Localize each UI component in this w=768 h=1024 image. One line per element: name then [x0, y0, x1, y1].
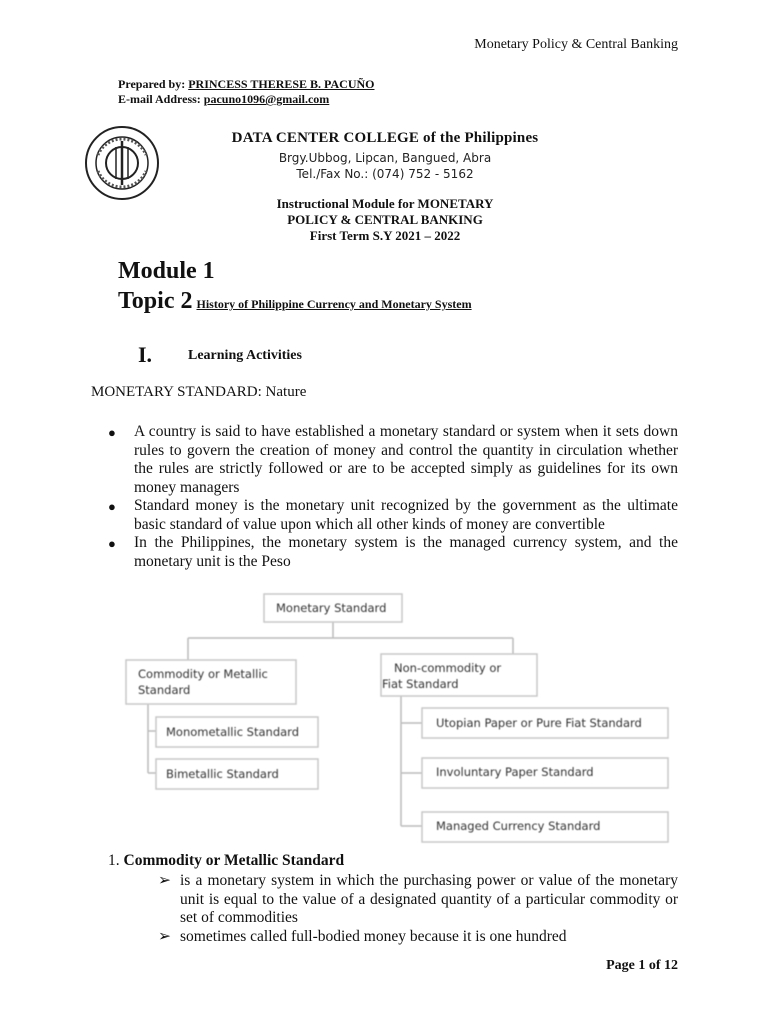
- bullet-icon: ●: [108, 499, 116, 514]
- numbered-number: 1.: [108, 852, 120, 869]
- section-title: Learning Activities: [188, 348, 302, 363]
- arrow-text: sometimes called full-bodied money because it is one hundred: [180, 927, 567, 945]
- diagram-left-branch-line1: Commodity or Metallic: [138, 667, 268, 681]
- bullet-item: [108, 497, 678, 534]
- diagram-left-child: Monometallic Standard: [166, 725, 299, 739]
- arrow-item: [158, 872, 678, 928]
- monetary-standard-diagram: [118, 590, 673, 850]
- diagram-root: Monetary Standard: [276, 601, 387, 615]
- college-seal-icon: [84, 125, 160, 201]
- bullet-icon: ●: [108, 425, 116, 440]
- email-label: E-mail Address:: [118, 92, 201, 106]
- diagram-right-branch-line1: Non-commodity or: [394, 661, 502, 675]
- preparer-email[interactable]: pacuno1096@gmail.com: [203, 92, 330, 106]
- bullet-text: Standard money is the monetary unit recognized by the government as the ultimate basic standard of value upon which all other kinds of money are convertible: [134, 497, 678, 533]
- module-title-line1: Instructional Module for MONETARY: [276, 196, 494, 211]
- module-title-block: [180, 196, 590, 244]
- college-name: DATA CENTER COLLEGE of the Philippines: [231, 130, 539, 146]
- arrow-list: [158, 872, 678, 946]
- college-tel: Tel./Fax No.: (074) 752 - 5162: [296, 167, 474, 181]
- running-header: Monetary Policy & Central Banking: [474, 37, 678, 52]
- college-info: [180, 130, 590, 181]
- topic-title: History of Philippine Currency and Monetary System: [196, 297, 472, 311]
- preparer-block: [118, 77, 374, 107]
- numbered-heading: [108, 852, 678, 871]
- diagram-right-branch-line2: Fiat Standard: [382, 677, 459, 691]
- content-heading-text: MONETARY STANDARD: Nature: [91, 384, 307, 400]
- preparer-name: PRINCESS THERESE B. PACUÑO: [188, 77, 375, 91]
- module-title-line3: First Term S.Y 2021 – 2022: [309, 228, 461, 243]
- bullet-text: A country is said to have established a monetary standard or system when it sets down rules to govern the creation of money and control the quantity in circulation whether the rules are strictly followed or are to be accepted simply as guidelines for its own money managers: [134, 423, 678, 496]
- diagram-right-child: Managed Currency Standard: [436, 819, 601, 833]
- prepared-by-label: Prepared by:: [118, 77, 186, 91]
- bullet-list: [108, 423, 678, 571]
- diagram-right-child: Involuntary Paper Standard: [436, 765, 594, 779]
- college-address: Brgy.Ubbog, Lipcan, Bangued, Abra: [278, 151, 492, 165]
- diagram-right-child: Utopian Paper or Pure Fiat Standard: [436, 716, 642, 730]
- section-number: I.: [138, 342, 153, 367]
- bullet-text: In the Philippines, the monetary system is the managed currency system, and the monetary unit is the Peso: [134, 534, 678, 570]
- bullet-icon: ●: [108, 536, 116, 551]
- arrow-text: is a monetary system in which the purchasing power or value of the monetary unit is equal to the value of a designated quantity of a particular commodity or set of commodities: [180, 872, 678, 926]
- module-title-line2: POLICY & CENTRAL BANKING: [287, 212, 483, 227]
- diagram-left-branch-line2: Standard: [138, 683, 191, 697]
- bullet-item: [108, 423, 678, 497]
- topic-number: Topic 2: [118, 288, 193, 314]
- content-heading: [91, 384, 306, 401]
- topic-heading: [118, 288, 472, 315]
- bullet-item: [108, 534, 678, 571]
- numbered-title: Commodity or Metallic Standard: [123, 852, 345, 869]
- arrow-item: [158, 928, 678, 947]
- diagram-left-child: Bimetallic Standard: [166, 767, 279, 781]
- page-number: Page 1 of 12: [606, 958, 678, 973]
- arrow-bullet-icon: ➢: [158, 927, 171, 945]
- arrow-bullet-icon: ➢: [158, 872, 171, 889]
- module-number: Module 1: [118, 258, 215, 284]
